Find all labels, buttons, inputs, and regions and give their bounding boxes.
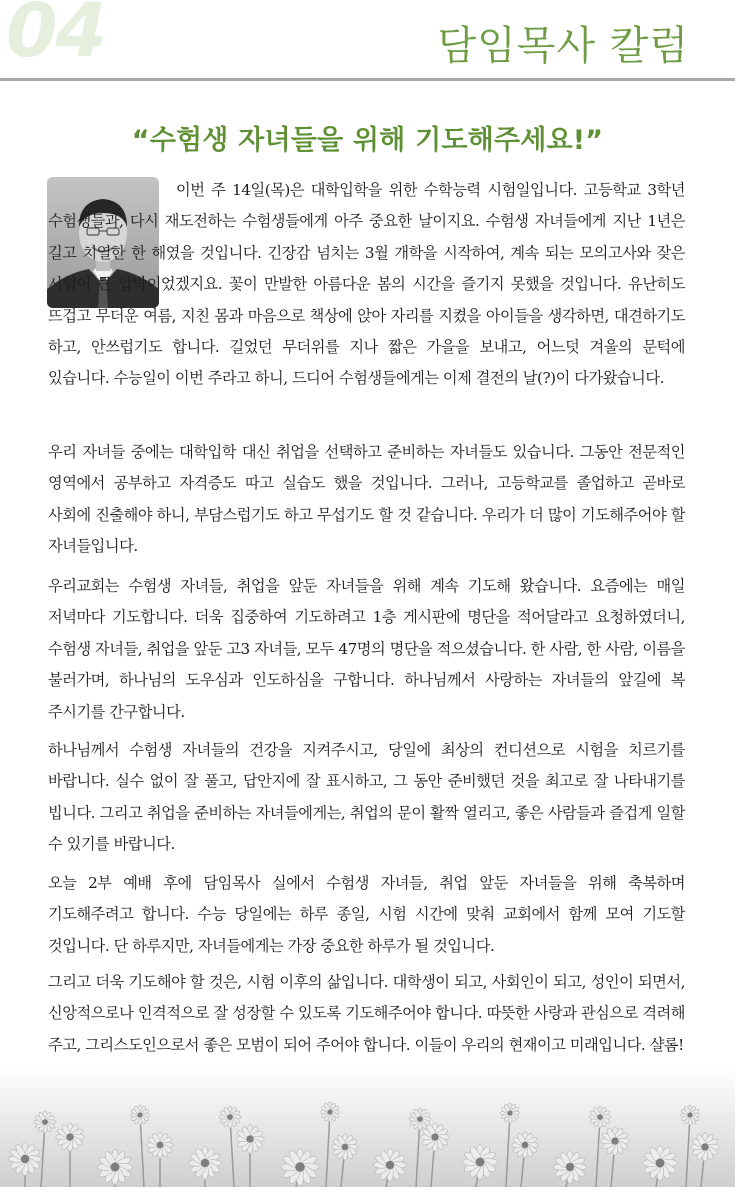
- section-number: 04: [6, 0, 105, 74]
- article-paragraph: 우리 자녀들 중에는 대학입학 대신 취업을 선택하고 준비하는 자녀들도 있습니다. 그동안 전문적인 영역에서 공부하고 자격증도 따고 실습도 했을 것입니다. 그러나, 고등학교를 졸업하고 곧바로 사회에 진출해야 하니, 부담스럽기도 하고 무섭기도 할 것 같습니다. 우리가 더 많이 기도해주어야 할 자녀들입니다.: [48, 443, 685, 556]
- article-headline: “수험생 자녀들을 위해 기도해주세요!”: [131, 125, 604, 156]
- flower-decoration: [0, 1067, 735, 1187]
- article-paragraph: 우리교회는 수험생 자녀들, 취업을 앞둔 자녀들을 위해 계속 기도해 왔습니다. 요즘에는 매일 저녁마다 기도합니다. 더욱 집중하여 기도하려고 1층 게시판에 명단을 적어달라고 요청하였더니, 수험생 자녀들, 취업을 앞둔 고3 자녀들, 모두 47명의 명단을 적으셨습니다. 한 사람, 한 사람, 이름을 불러가며, 하나님의 도우심과 인도하심을 구합니다. 하나님께서 사랑하는 자녀들의 앞길에 복 주시기를 간구합니다.: [48, 577, 685, 721]
- article-paragraph: 그리고 더욱 기도해야 할 것은, 시험 이후의 삶입니다. 대학생이 되고, 사회인이 되고, 성인이 되면서, 신앙적으로나 인격적으로 잘 성장할 수 있도록 기도해주어야 합니다. 따뜻한 사랑과 관심으로 격려해 주고, 그리스도인으로서 좋은 모범이 되어 주어야 합니다. 이들이 우리의 현재이고 미래입니다. 샬롬!: [48, 973, 685, 1054]
- article-paragraph: 이번 주 14일(목)은 대학입학을 위한 수학능력 시험일입니다. 고등학교 3학년 수험생들과, 다시 재도전하는 수험생들에게 아주 중요한 날이지요. 수험생 자녀들에게 지난 1년은 길고 치열한 한 해였을 것입니다. 긴장감 넘치는 3월 개학을 시작하여, 계속 되는 모의고사와 잦은 시험이 큰 압박이었겠지요. 꽃이 만발한 아름다운 봄의 시간을 즐기지 못했을 것입니다. 유난히도 뜨겁고 무더운 여름, 지친 몸과 마음으로 책상에 앉아 자리를 지켰을 아이들을 생각하면, 대견하기도 하고, 안쓰럽기도 합니다. 길었던 무더위를 지나 짧은 가을을 보내고, 어느덧 겨울의 문턱에 있습니다. 수능일이 이번 주라고 하니, 드디어 수험생들에게는 이제 결전의 날(?)이 다가왔습니다.: [48, 181, 685, 388]
- header-divider: [0, 78, 735, 81]
- article-paragraph: 하나님께서 수험생 자녀들의 건강을 지켜주시고, 당일에 최상의 컨디션으로 시험을 치르기를 바랍니다. 실수 없이 잘 풀고, 답안지에 잘 표시하고, 그 동안 준비했던 것을 최고로 잘 나타내기를 빕니다. 그리고 취업을 준비하는 자녀들에게는, 취업의 문이 활짝 열리고, 좋은 사람들과 즐겁게 일할 수 있기를 바랍니다.: [48, 741, 685, 854]
- article-paragraph: 오늘 2부 예배 후에 담임목사 실에서 수험생 자녀들, 취업 앞둔 자녀들을 위해 축복하며 기도해주려고 합니다. 수능 당일에는 하루 종일, 시험 시간에 맞춰 교회에서 함께 모여 기도할 것입니다. 단 하루지만, 자녀들에게는 가장 중요한 하루가 될 것입니다.: [48, 874, 685, 955]
- page-title: 담임목사 칼럼: [437, 23, 689, 69]
